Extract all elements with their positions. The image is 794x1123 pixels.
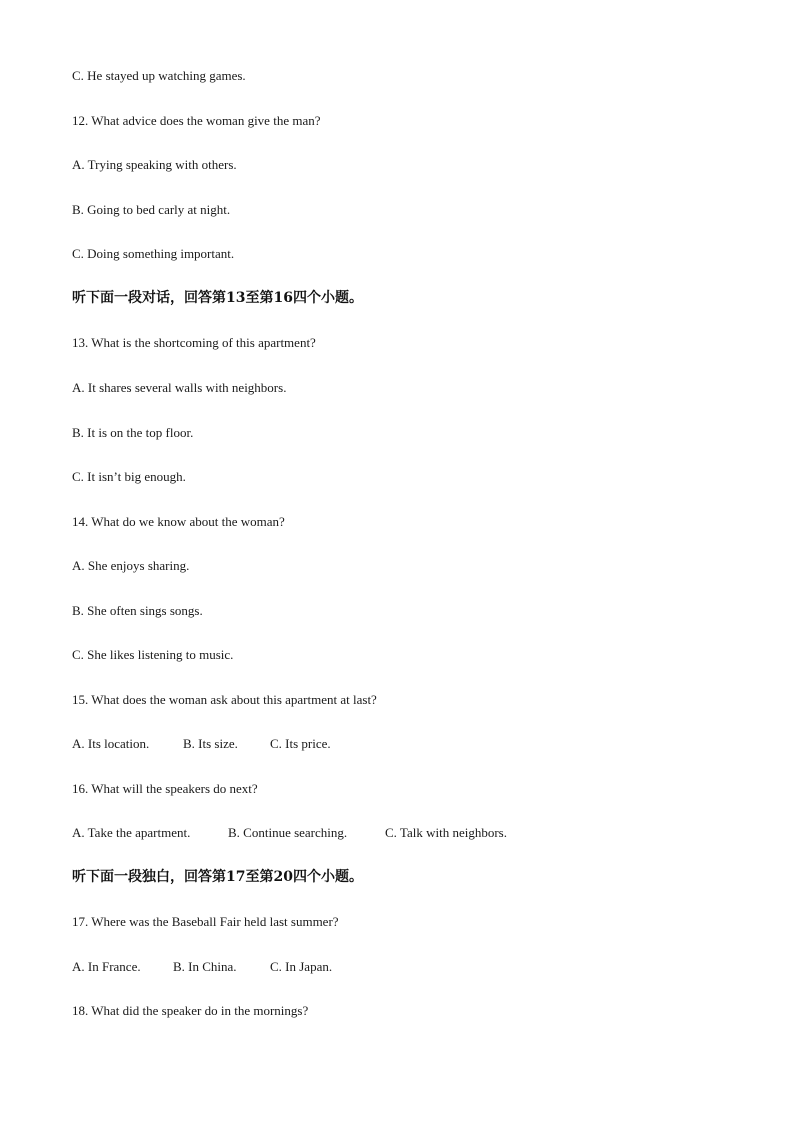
option-14a: A. She enjoys sharing. bbox=[72, 558, 190, 573]
question-12: 12. What advice does the woman give the man? bbox=[72, 113, 321, 128]
question-16: 16. What will the speakers do next? bbox=[72, 781, 258, 796]
option-13b: B. It is on the top floor. bbox=[72, 425, 194, 440]
option-16c: C. Talk with neighbors. bbox=[385, 825, 507, 840]
question-18: 18. What did the speaker do in the mornings? bbox=[72, 1003, 309, 1018]
option-14b: B. She often sings songs. bbox=[72, 603, 203, 618]
option-12b: B. Going to bed carly at night. bbox=[72, 202, 231, 217]
option-17a: A. In France. bbox=[72, 959, 141, 974]
option-16a: A. Take the apartment. bbox=[72, 825, 191, 840]
question-17: 17. Where was the Baseball Fair held last summer? bbox=[72, 914, 339, 929]
section-heading-17-20: 听下面一段独白，回答第17至第20四个小题。 bbox=[72, 869, 363, 885]
options-17 bbox=[72, 959, 332, 975]
section-heading-13-16: 听下面一段对话，回答第13至第16四个小题。 bbox=[72, 290, 363, 306]
option-15b: B. Its size. bbox=[183, 736, 238, 751]
option-17c: C. In Japan. bbox=[270, 959, 333, 974]
option-12a: A. Trying speaking with others. bbox=[72, 157, 237, 172]
option-12c: C. Doing something important. bbox=[72, 246, 235, 261]
option-15a: A. Its location. bbox=[72, 736, 150, 751]
question-13: 13. What is the shortcoming of this apartment? bbox=[72, 335, 316, 350]
option-16b: B. Continue searching. bbox=[228, 825, 348, 840]
option-15c: C. Its price. bbox=[270, 736, 331, 751]
options-15 bbox=[72, 736, 331, 752]
option-11c: C. He stayed up watching games. bbox=[72, 68, 246, 83]
option-14c: C. She likes listening to music. bbox=[72, 647, 234, 662]
option-17b: B. In China. bbox=[173, 959, 237, 974]
question-14: 14. What do we know about the woman? bbox=[72, 514, 285, 529]
option-13a: A. It shares several walls with neighbors. bbox=[72, 380, 287, 395]
question-15: 15. What does the woman ask about this apartment at last? bbox=[72, 692, 377, 707]
option-13c: C. It isn’t big enough. bbox=[72, 469, 186, 484]
options-16 bbox=[72, 825, 507, 841]
